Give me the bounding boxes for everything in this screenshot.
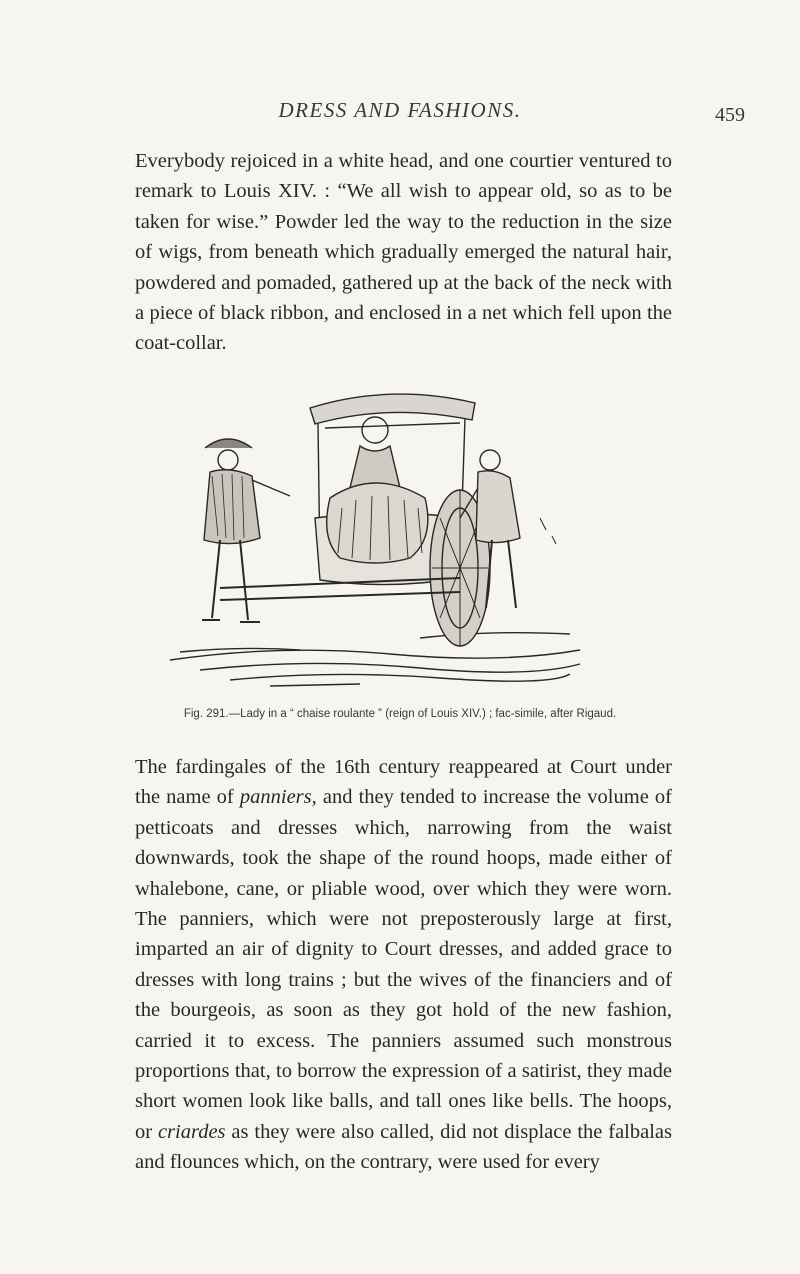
running-title: DRESS AND FASHIONS.: [278, 98, 522, 122]
paragraph-panniers-text-2: and they tended to increase the volume of petticoats and dresses which, narrowing from the waist downwards, took the shape of the round hoops, made either of whalebone, cane, or pliable wood, over which they were worn. The panniers, which were not preposterously large at first, imparted an air of dignity to Court dresses, and added grace to dresses with long trains ; but the wives of the financiers and of the bourgeois, as soon as they got hold of the new fashion, carried it to excess. The panniers assumed such monstrous proportions that, to borrow the expression of a satirist, they made short women look like balls, and tall ones like bells. The hoops, or: [135, 786, 672, 1143]
paragraph-panniers: [135, 752, 672, 1178]
italic-term-panniers: panniers,: [239, 786, 317, 809]
page-number: 459: [715, 104, 745, 126]
engraving-chaise-roulante: [160, 368, 590, 698]
paragraph-panniers-text-3: as they were also called, did not displace the falbalas and flounces which, on the contrary, were used for every: [135, 1120, 672, 1174]
paragraph-wigs: Everybody rejoiced in a white head, and one courtier ventured to remark to Louis XIV. : “We all wish to appear old, so as to be taken for wise.” Powder led the way to the reduction in the size of wigs, from beneath which gradually emerged the natural hair, powdered and pomaded, gathered up at the back of the neck with a piece of black ribbon, and enclosed in a net which fell upon the coat-collar.: [135, 150, 672, 355]
figure-caption: Fig. 291.—Lady in a “ chaise roulante ” (reign of Louis XIV.) ; fac-simile, after Rigaud.: [183, 708, 617, 720]
paragraph-panniers-text-1: The fardingales of the 16th century reappeared at Court under the name of: [135, 756, 672, 809]
italic-term-criardes: criardes: [157, 1120, 226, 1143]
